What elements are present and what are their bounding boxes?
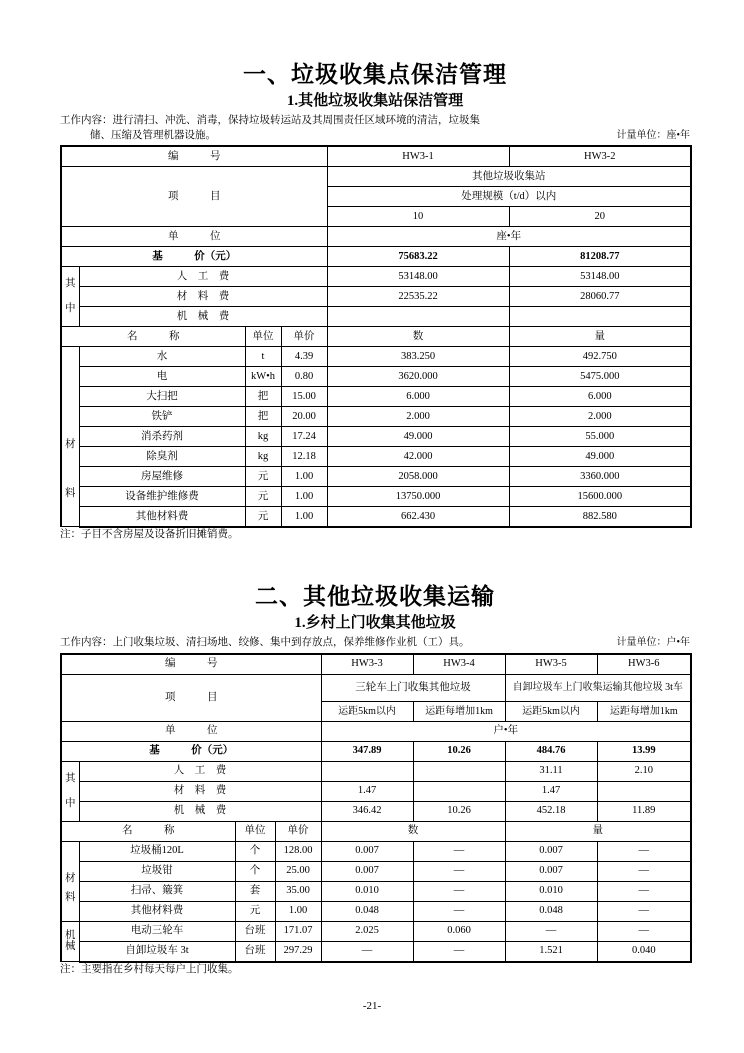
cost-table-two [60, 653, 692, 963]
name-col-label: 名 称 [61, 326, 245, 346]
item-label: 项 目 [61, 166, 327, 226]
item-qty1-cell: 13750.000 [327, 486, 509, 506]
work-content-label: 工作内容： [60, 115, 113, 127]
item-label: 项 目 [61, 674, 321, 721]
table-row [61, 246, 691, 266]
code-value-4: HW3-6 [597, 654, 691, 675]
material-fee-value-1: 22535.22 [327, 286, 509, 306]
item-unit-cell: 个 [235, 861, 275, 881]
item-price-cell: 297.29 [275, 941, 321, 962]
item-qty1-cell: 42.000 [327, 446, 509, 466]
material-group-label: 材 料 [61, 841, 79, 921]
distance-2: 运距每增加1km [413, 701, 505, 721]
item-qty3-cell: 1.521 [505, 941, 597, 962]
item-qty4-cell: — [597, 881, 691, 901]
table-row [61, 466, 691, 486]
item-qty2-cell: 15600.000 [509, 486, 691, 506]
code-value-2: HW3-4 [413, 654, 505, 675]
table-row [61, 486, 691, 506]
item-name-cell: 自卸垃圾车 3t [79, 941, 235, 962]
distance-4: 运距每增加1km [597, 701, 691, 721]
qty-col-label-left: 数 [321, 821, 505, 841]
base-price-label: 基 价（元） [61, 246, 327, 266]
base-price-value-3: 484.76 [505, 741, 597, 761]
item-qty4-cell: — [597, 921, 691, 941]
item-unit-cell: kg [245, 446, 281, 466]
code-value-3: HW3-5 [505, 654, 597, 675]
item-price-cell: 35.00 [275, 881, 321, 901]
section-one-subtitle: 1.其他垃圾收集站保洁管理 [286, 93, 464, 110]
item-unit-cell: 元 [245, 466, 281, 486]
item-price-cell: 17.24 [281, 426, 327, 446]
material-fee-label: 材 料 费 [79, 781, 321, 801]
item-qty2-cell: 6.000 [509, 386, 691, 406]
table-row [61, 761, 691, 781]
labor-value-4: 2.10 [597, 761, 691, 781]
price-col-label: 单价 [281, 326, 327, 346]
item-scale: 处理规模（t/d）以内 [327, 186, 691, 206]
item-unit-cell: 台班 [235, 941, 275, 962]
machine-fee-value-2: 10.26 [413, 801, 505, 821]
section-one-work-content [60, 114, 690, 142]
item-price-cell: 1.00 [281, 466, 327, 486]
table-row [61, 901, 691, 921]
section-two-title: 二、其他垃圾收集运输 [255, 584, 495, 610]
item-qty1-cell: 662.430 [327, 506, 509, 527]
item-name-cell: 扫帚、簸箕 [79, 881, 235, 901]
item-price-cell: 4.39 [281, 346, 327, 366]
group-name-2: 自卸垃圾车上门收集运输其他垃圾 3t车 [505, 674, 691, 701]
unit-value: 座•年 [327, 226, 691, 246]
item-name: 其他垃圾收集站 [327, 166, 691, 186]
item-unit-cell: 套 [235, 881, 275, 901]
cost-table-one [60, 145, 692, 528]
item-price-cell: 25.00 [275, 861, 321, 881]
machine-fee-value-1: 346.42 [321, 801, 413, 821]
item-unit-cell: kW•h [245, 366, 281, 386]
item-qty4-cell: — [597, 841, 691, 861]
base-price-value-4: 13.99 [597, 741, 691, 761]
item-qty4-cell: 0.040 [597, 941, 691, 962]
table-row [61, 266, 691, 286]
item-unit-cell: 元 [235, 901, 275, 921]
item-qty1-cell: 383.250 [327, 346, 509, 366]
measure-unit-note: 计量单位：座•年 [616, 130, 690, 142]
labor-label: 人 工 费 [79, 761, 321, 781]
item-qty3-cell: 0.010 [505, 881, 597, 901]
item-name-cell: 垃圾钳 [79, 861, 235, 881]
item-qty2-cell: 492.750 [509, 346, 691, 366]
item-qty2-cell: — [413, 881, 505, 901]
table-row [61, 146, 691, 167]
section-two-work-content [60, 636, 690, 650]
among-label: 其 中 [61, 761, 79, 821]
item-name-cell: 设备维护维修费 [79, 486, 245, 506]
item-name-cell: 消杀药剂 [79, 426, 245, 446]
item-qty1-cell: 0.007 [321, 841, 413, 861]
code-label: 编 号 [61, 146, 327, 167]
item-price-cell: 1.00 [281, 506, 327, 527]
item-qty1-cell: — [321, 941, 413, 962]
item-price-cell: 15.00 [281, 386, 327, 406]
table-row [61, 166, 691, 186]
table-row [61, 286, 691, 306]
unit-col-label: 单位 [245, 326, 281, 346]
item-name-cell: 其他材料费 [79, 506, 245, 527]
table-row [61, 386, 691, 406]
labor-value-2: 53148.00 [509, 266, 691, 286]
item-qty1-cell: 49.000 [327, 426, 509, 446]
item-name-cell: 水 [79, 346, 245, 366]
table-row [61, 801, 691, 821]
group-name-1: 三轮车上门收集其他垃圾 [321, 674, 505, 701]
table-row [61, 741, 691, 761]
item-qty2-cell: 3360.000 [509, 466, 691, 486]
unit-label: 单 位 [61, 721, 321, 741]
labor-label: 人 工 费 [79, 266, 327, 286]
work-content-label: 工作内容： [60, 637, 113, 649]
table-row [61, 306, 691, 326]
material-fee-value-2 [413, 781, 505, 801]
name-col-label: 名 称 [61, 821, 235, 841]
code-value-2: HW3-2 [509, 146, 691, 167]
material-fee-label: 材 料 费 [79, 286, 327, 306]
item-unit-cell: 个 [235, 841, 275, 861]
qty-col-label-right: 量 [509, 326, 691, 346]
qty-col-label-left: 数 [327, 326, 509, 346]
material-fee-value-1: 1.47 [321, 781, 413, 801]
item-name-cell: 电动三轮车 [79, 921, 235, 941]
table-row [61, 674, 691, 701]
item-unit-cell: 把 [245, 386, 281, 406]
item-qty1-cell: 0.048 [321, 901, 413, 921]
item-price-cell: 20.00 [281, 406, 327, 426]
material-fee-value-4 [597, 781, 691, 801]
price-col-label: 单价 [275, 821, 321, 841]
item-qty3-cell: — [505, 921, 597, 941]
table-row [61, 941, 691, 962]
table-row [61, 821, 691, 841]
machine-fee-value-1 [327, 306, 509, 326]
base-price-label: 基 价（元） [61, 741, 321, 761]
page-number: -21- [362, 1000, 382, 1012]
code-value-1: HW3-1 [327, 146, 509, 167]
item-name-cell: 除臭剂 [79, 446, 245, 466]
base-price-value-1: 75683.22 [327, 246, 509, 266]
unit-col-label: 单位 [235, 821, 275, 841]
item-qty4-cell: — [597, 901, 691, 921]
item-price-cell: 1.00 [275, 901, 321, 921]
machine-fee-value-3: 452.18 [505, 801, 597, 821]
item-qty2-cell: 882.580 [509, 506, 691, 527]
item-qty1-cell: 2058.000 [327, 466, 509, 486]
item-qty3-cell: 0.007 [505, 861, 597, 881]
item-unit-cell: 元 [245, 506, 281, 527]
base-price-value-2: 10.26 [413, 741, 505, 761]
item-qty1-cell: 6.000 [327, 386, 509, 406]
work-content-text-1: 进行清扫、冲洗、消毒，保持垃圾转运站及其周围责任区域环境的清洁，垃圾集 [112, 115, 480, 127]
item-price-cell: 12.18 [281, 446, 327, 466]
item-qty3-cell: 0.007 [505, 841, 597, 861]
item-unit-cell: 把 [245, 406, 281, 426]
unit-value: 户•年 [321, 721, 691, 741]
section-two-subtitle: 1.乡村上门收集其他垃圾 [294, 615, 456, 632]
item-price-cell: 171.07 [275, 921, 321, 941]
section-two-note: 注：主要指在乡村每天每户上门收集。 [60, 963, 239, 975]
item-qty2-cell: 0.060 [413, 921, 505, 941]
item-unit-cell: kg [245, 426, 281, 446]
qty-col-label-right: 量 [505, 821, 691, 841]
table-row [61, 446, 691, 466]
labor-value-3: 31.11 [505, 761, 597, 781]
section-one-note: 注：子目不含房屋及设备折旧摊销费。 [60, 528, 239, 540]
item-qty2-cell: — [413, 841, 505, 861]
section-one [60, 62, 690, 541]
distance-1: 运距5km以内 [321, 701, 413, 721]
among-label: 其 中 [61, 266, 79, 326]
table-row [61, 406, 691, 426]
table-row [61, 841, 691, 861]
measure-unit-note: 计量单位：户•年 [616, 637, 690, 649]
code-label: 编 号 [61, 654, 321, 675]
machine-fee-label: 机 械 费 [79, 801, 321, 821]
item-qty1-cell: 2.025 [321, 921, 413, 941]
table-row [61, 861, 691, 881]
item-unit-cell: 元 [245, 486, 281, 506]
item-qty1-cell: 0.010 [321, 881, 413, 901]
table-row [61, 366, 691, 386]
table-row [61, 721, 691, 741]
item-qty2-cell: 2.000 [509, 406, 691, 426]
item-qty2-cell: 55.000 [509, 426, 691, 446]
item-qty1-cell: 3620.000 [327, 366, 509, 386]
table-row [61, 426, 691, 446]
item-name-cell: 其他材料费 [79, 901, 235, 921]
item-unit-cell: 台班 [235, 921, 275, 941]
unit-label: 单 位 [61, 226, 327, 246]
work-content-text-2: 储、压缩及管理机器设施。 [90, 129, 216, 141]
code-value-1: HW3-3 [321, 654, 413, 675]
labor-value-2 [413, 761, 505, 781]
table-row [61, 326, 691, 346]
table-row [61, 226, 691, 246]
table-row [61, 921, 691, 941]
item-price-cell: 0.80 [281, 366, 327, 386]
machine-fee-value-2 [509, 306, 691, 326]
scale-value-1: 10 [327, 206, 509, 226]
distance-3: 运距5km以内 [505, 701, 597, 721]
scale-value-2: 20 [509, 206, 691, 226]
item-qty1-cell: 0.007 [321, 861, 413, 881]
table-row [61, 654, 691, 675]
material-fee-value-2: 28060.77 [509, 286, 691, 306]
item-qty2-cell: — [413, 901, 505, 921]
item-qty4-cell: — [597, 861, 691, 881]
table-row [61, 506, 691, 527]
item-name-cell: 房屋维修 [79, 466, 245, 486]
table-row [61, 781, 691, 801]
machine-fee-value-4: 11.89 [597, 801, 691, 821]
item-name-cell: 铁铲 [79, 406, 245, 426]
item-qty3-cell: 0.048 [505, 901, 597, 921]
item-unit-cell: t [245, 346, 281, 366]
labor-value-1: 53148.00 [327, 266, 509, 286]
item-qty2-cell: 5475.000 [509, 366, 691, 386]
material-group-label: 材 料 [61, 346, 79, 527]
item-qty1-cell: 2.000 [327, 406, 509, 426]
item-qty2-cell: — [413, 861, 505, 881]
item-qty2-cell: 49.000 [509, 446, 691, 466]
item-name-cell: 大扫把 [79, 386, 245, 406]
section-one-title: 一、垃圾收集点保洁管理 [243, 62, 507, 88]
base-price-value-1: 347.89 [321, 741, 413, 761]
material-fee-value-3: 1.47 [505, 781, 597, 801]
section-two [60, 584, 690, 976]
work-content-text-1: 上门收集垃圾、清扫场地、绞修、集中到存放点，保养维修作业机（工）具。 [112, 637, 470, 649]
item-name-cell: 垃圾桶120L [79, 841, 235, 861]
item-price-cell: 128.00 [275, 841, 321, 861]
labor-value-1 [321, 761, 413, 781]
table-row [61, 881, 691, 901]
table-row [61, 346, 691, 366]
machine-fee-label: 机 械 费 [79, 306, 327, 326]
machine-group-label: 机 械 [61, 921, 79, 962]
base-price-value-2: 81208.77 [509, 246, 691, 266]
item-qty2-cell: — [413, 941, 505, 962]
item-name-cell: 电 [79, 366, 245, 386]
item-price-cell: 1.00 [281, 486, 327, 506]
